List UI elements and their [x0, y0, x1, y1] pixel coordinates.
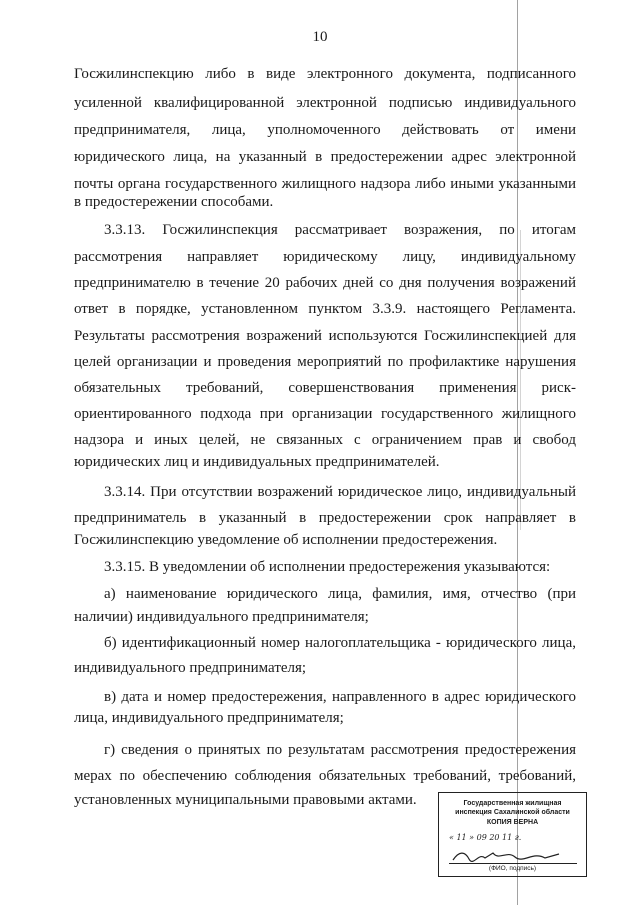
stamp-signature-line	[449, 849, 577, 864]
text-line: Госжилинспекцию уведомление об исполнении предостережения.	[74, 532, 498, 548]
text-line: предприниматель в указанный в предостережении срок направляет в	[74, 510, 576, 526]
text-line: юридического лица, на указанный в предостережении адрес электронной	[74, 149, 576, 165]
page-number: 10	[312, 29, 328, 45]
text-line: Госжилинспекцию либо в виде электронного документа, подписанного	[74, 66, 576, 82]
text-line: надзора и иных целей, не связанных с ограничением прав и свобод	[74, 432, 576, 448]
stamp-org-line2: инспекция Сахалинской области	[455, 809, 570, 816]
text-line: Результаты рассмотрения возражений используются Госжилинспекцией для	[74, 328, 576, 344]
text-line: предпринимателя, лица, уполномоченного действовать от имени	[74, 122, 576, 138]
stamp-org-line1: Государственная жилищная	[463, 800, 562, 807]
text-line: обязательных требований, совершенствования применения риск-	[74, 380, 576, 396]
text-line: установленных муниципальными правовыми актами.	[74, 792, 417, 808]
text-line: 3.3.15. В уведомлении об исполнении предостережения указываются:	[104, 559, 551, 575]
text-line: в) дата и номер предостережения, направленного в адрес юридического	[104, 689, 576, 705]
text-line: индивидуального предпринимателя;	[74, 660, 307, 676]
text-line: почты органа государственного жилищного надзора либо иными указанными	[74, 176, 576, 192]
text-line: целей организации и проведения мероприятий по профилактике нарушения	[74, 354, 576, 370]
text-line: предпринимателю в течение 20 рабочих дней со дня получения возражений	[74, 275, 576, 291]
text-line: 3.3.13. Госжилинспекция рассматривает возражения, по итогам	[104, 222, 576, 238]
text-line: мерах по обеспечению соблюдения обязательных требований, требований,	[74, 768, 576, 784]
text-line: наличии) индивидуального предпринимателя;	[74, 609, 369, 625]
handwritten-signature-icon	[449, 849, 577, 863]
text-line: лица, индивидуального предпринимателя;	[74, 710, 344, 726]
text-line: ответ в порядке, установленном пунктом 3.3.9. настоящего Регламента.	[74, 301, 576, 317]
stamp-date: « 11 » 09 20 11 г.	[449, 833, 522, 842]
text-line: в предостережении способами.	[74, 194, 274, 210]
text-line: юридических лиц и индивидуальных предпринимателей.	[74, 454, 440, 470]
text-line: рассмотрения направляет юридическому лицу, индивидуальному	[74, 249, 576, 265]
text-line: 3.3.14. При отсутствии возражений юридическое лицо, индивидуальный	[104, 484, 576, 500]
stamp-copy-certified: КОПИЯ ВЕРНА	[486, 819, 539, 826]
text-line: б) идентификационный номер налогоплательщика - юридического лица,	[104, 635, 576, 651]
text-line: г) сведения о принятых по результатам рассмотрения предостережения	[104, 742, 576, 758]
text-line: усиленной квалифицированной электронной подписью индивидуального	[74, 95, 576, 111]
stamp-caption: (ФИО, подпись)	[488, 865, 537, 872]
text-line: а) наименование юридического лица, фамилия, имя, отчество (при	[104, 586, 576, 602]
certification-stamp	[438, 792, 587, 877]
text-line: ориентированного подхода при организации государственного жилищного	[74, 406, 576, 422]
